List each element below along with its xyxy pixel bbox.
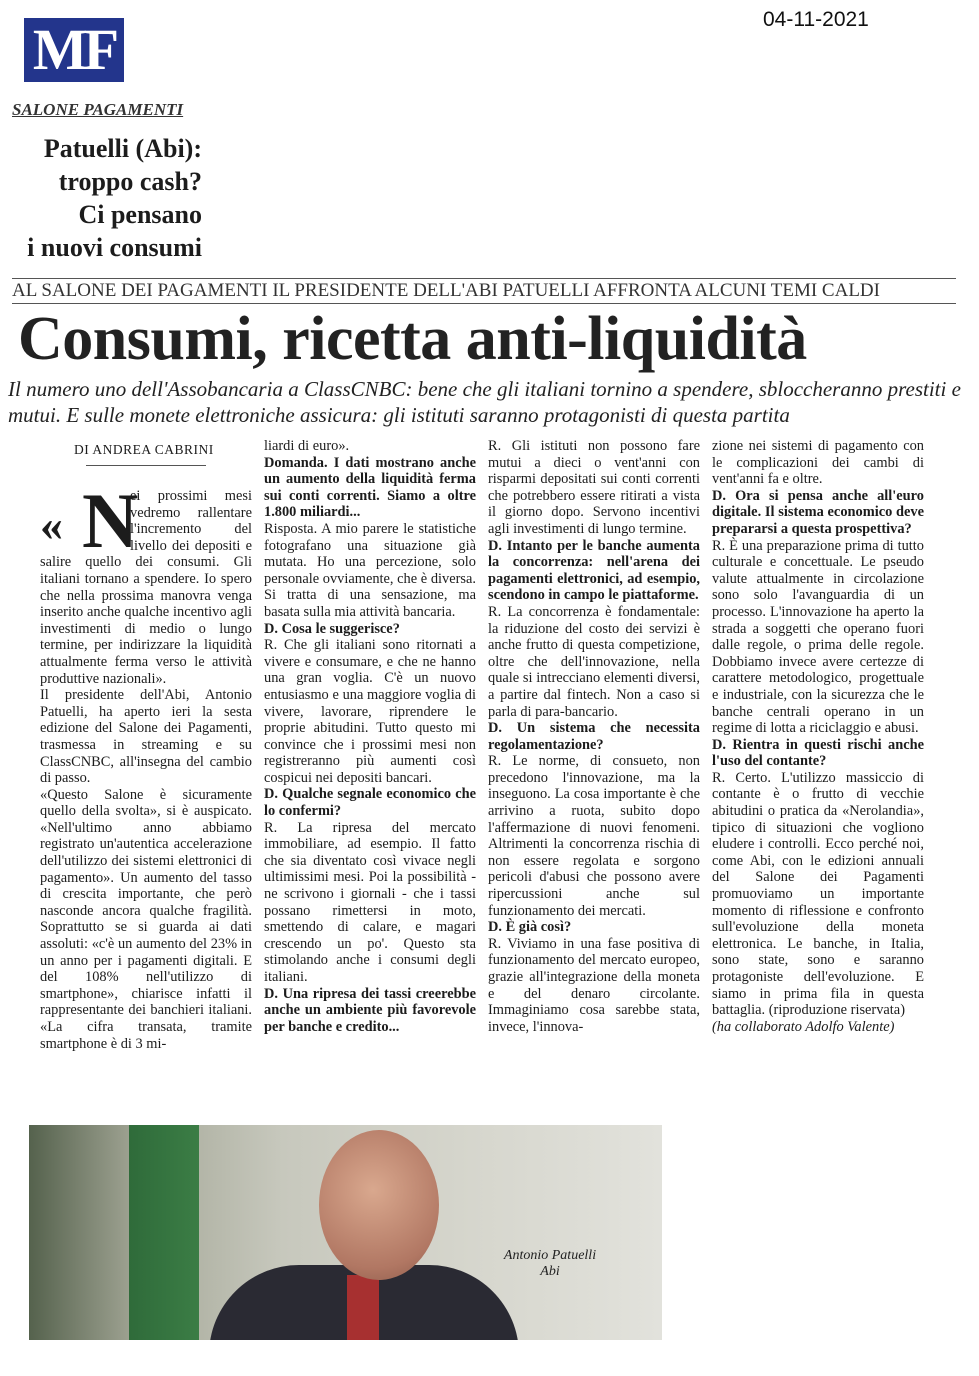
- article-column-2: [264, 438, 476, 1035]
- article-kicker: AL SALONE DEI PAGAMENTI IL PRESIDENTE DELL'ABI PATUELLI AFFRONTA ALCUNI TEMI CALDI: [12, 278, 956, 304]
- article-paragraph: zione nei sistemi di pagamento con le complicazioni dei cambi di vent'anni fa e oltre.: [712, 438, 924, 488]
- open-quote-mark: «: [40, 499, 63, 550]
- publication-date: 04-11-2021: [763, 8, 869, 31]
- article-paragraph: R. Gli istituti non possono fare mutui a dieci o vent'anni con risparmi depositati sui conti correnti che potrebbero essere ritirati a vista il giorno dopo. Servono incentivi agli investimenti di lungo termine.: [488, 438, 700, 537]
- interview-question: Domanda. I dati mostrano anche un aumento della liquidità ferma sui conti correnti. Siamo a oltre 1.800 miliardi...: [264, 454, 476, 521]
- article-paragraph: R. Certo. L'utilizzo massiccio di contante è o frutto di vecchie abitudini o pratica da «Nerolandia», tipico di situazioni che vogliono eludere i controlli. Ecco perché noi, come Abi, con le edizioni annuali del Salone dei Pagamenti promuoviamo un importante momento di riflessione e confronto sull'evoluzione della moneta elettronica. Le banche, in Italia, sono state, sono e saranno protagoniste dell'evoluzione. E siamo in prima fila in questa battaglia. (riproduzione riservata): [712, 769, 924, 1019]
- photo-flag-backdrop: [129, 1125, 199, 1340]
- interview-question: D. Una ripresa dei tassi creerebbe anche un ambiente più favorevole per banche e credito...: [264, 985, 476, 1035]
- sidebar-headline: [12, 132, 202, 264]
- sidebar-line: troppo cash?: [58, 167, 202, 196]
- article-paragraph: R. Viviamo in una fase positiva di funzionamento del mercato europeo, grazie all'integrazione della moneta e del denaro circolante. Immaginiamo cosa sarebbe stata, invece, l'innova-: [488, 935, 700, 1035]
- newspaper-logo: MF: [24, 18, 124, 82]
- sidebar-line: Ci pensano: [78, 200, 202, 229]
- dropcap-spacer: [40, 477, 139, 564]
- article-paragraph: R. Che gli italiani sono ritornati a vivere e consumare, e che ne hanno una gran voglia. C'è un nuovo entusiasmo e una maggiore voglia di vivere, lavorare, riprendere le proprie abitudini. Tutto questo mi convince che i prossimi mesi non registreranno più aumenti così cospicui nei depositi bancari.: [264, 637, 476, 786]
- article-column-1: [40, 477, 252, 1052]
- article-column-4: [712, 438, 924, 1035]
- article-headline: Consumi, ricetta anti-liquidità: [18, 305, 807, 373]
- interview-question: D. Cosa le suggerisce?: [264, 620, 400, 637]
- article-paragraph: R. È una preparazione prima di tutto culturale e concettuale. Le pseudo valute attualmente in circolazione sono solo l'avanguardia di un processo. L'innovazione ha aperto la strada a soggetti che operano fuori dalle regole, o prima delle regole. Dobbiamo invece avere certezze di carattere metodologico, progettuale e industriale, con la sicurezza che le banche centrali operano in un regime di lotta a riciclaggio e abusi.: [712, 537, 924, 737]
- byline: DI ANDREA CABRINI: [74, 442, 214, 457]
- article-paragraph: «Questo Salone è sicuramente quello della svolta», si è auspicato. «Nell'ultimo anno abbiamo registrato un'autentica accelerazione dell'utilizzo dei sistemi elettronici di pagamento». Un aumento del tasso di crescita importante, che però nasconde ancora qualche fragilità. Soprattutto se si guarda ai dati assoluti: «c'è un aumento del 23% in un anno per i pagamenti digitali. E del 108% nell'utilizzo di smartphone», chiarisce infatti il rappresentante dei banchieri italiani. «La cifra transata, tramite smartphone è di 3 mi-: [40, 786, 252, 1052]
- article-subhead: Il numero uno dell'Assobancaria a ClassCNBC: bene che gli italiani tornino a spendere, sbloccheranno prestiti e mutui. E sulle monete elettroniche assicura: gli istituti saranno protagonisti di questa partita: [8, 377, 961, 427]
- article-paragraph: R. La concorrenza è fondamentale: la riduzione del costo dei servizi è anche frutto di questa competizione, oltre che dell'innovazione, nella quale si intrecciano elementi diversi, a partire dal fintech. Non a caso si parla di para-bancario.: [488, 603, 700, 720]
- section-label: SALONE PAGAMENTI: [12, 100, 184, 119]
- interview-question: D. Rientra in questi rischi anche l'uso del contante?: [712, 736, 924, 770]
- byline-divider: [86, 465, 206, 466]
- article-paragraph: R. La ripresa del mercato immobiliare, ad esempio. Il fatto che sia diventato così vivace negli ultimissimi mesi. Poi la possibilità - ne scrivono i giornali - che i tassi possano rimettersi in moto, smettendo di calare, e magari crescendo un po'. Questo sta stimolando anche i consumi degli italiani.: [264, 819, 476, 985]
- interview-question: D. Ora si pensa anche all'euro digitale. Il sistema economico deve prepararsi a questa prospettiva?: [712, 487, 924, 537]
- article-paragraph: Il presidente dell'Abi, Antonio Patuelli, ha aperto ieri la sesta edizione del Salone dei Pagamenti, trasmessa in streaming e su ClassCNBC, all'insegna del cambio di passo.: [40, 687, 252, 787]
- article-paragraph: Risposta. A mio parere le statistiche fotografano una situazione già mutata. Ho una percezione, solo personale ovviamente, che è diversa. Si tratta di una sensazione, ma basata sulla mia attività bancaria.: [264, 520, 476, 620]
- caption-name: Antonio Patuelli: [503, 1248, 597, 1263]
- sidebar-line: i nuovi consumi: [27, 233, 202, 262]
- interview-question: D. Qualche segnale economico che lo confermi?: [264, 786, 476, 820]
- interview-question: D. È già così?: [488, 919, 572, 936]
- interview-question: D. Intanto per le banche aumenta la concorrenza: nell'arena dei pagamenti elettronici, ad esempio, scendono in campo le piattaforme.: [488, 537, 700, 604]
- caption-role: Abi: [540, 1264, 560, 1279]
- interview-question: D. Un sistema che necessita regolamentazione?: [488, 720, 700, 753]
- photo-caption: [470, 1248, 630, 1280]
- article-paragraph: liardi di euro».: [264, 438, 350, 454]
- article-photo: [29, 1125, 662, 1340]
- sidebar-line: Patuelli (Abi):: [43, 134, 202, 163]
- drop-cap: N: [82, 477, 139, 564]
- photo-tie: [347, 1275, 379, 1340]
- article-paragraph: (ha collaborato Adolfo Valente): [712, 1018, 895, 1035]
- photo-portrait-head: [319, 1130, 439, 1280]
- article-paragraph: R. Le norme, di consueto, non precedono l'innovazione, ma la inseguono. La cosa importante è che arrivino a ruota, subito dopo l'affermazione di nuovi fenomeni. Altrimenti la concorrenza rischia di non essere regolata e sorgono pericoli d'abusi che possono avere ripercussioni anche sul funzionamento dei mercati.: [488, 753, 700, 919]
- article-paragraph: ei prossimi mesi vedremo rallentare l'incremento del livello dei depositi e salire quello dei consumi. Gli italiani tornano a spendere. Io spero che nella prossima manovra venga inserito anche qualche incentivo agli investimenti di medio o lungo termine, per indirizzare la liquidità attualmente ferma verso le attività produttive nazionali».: [40, 488, 252, 687]
- article-column-3: [488, 438, 700, 1035]
